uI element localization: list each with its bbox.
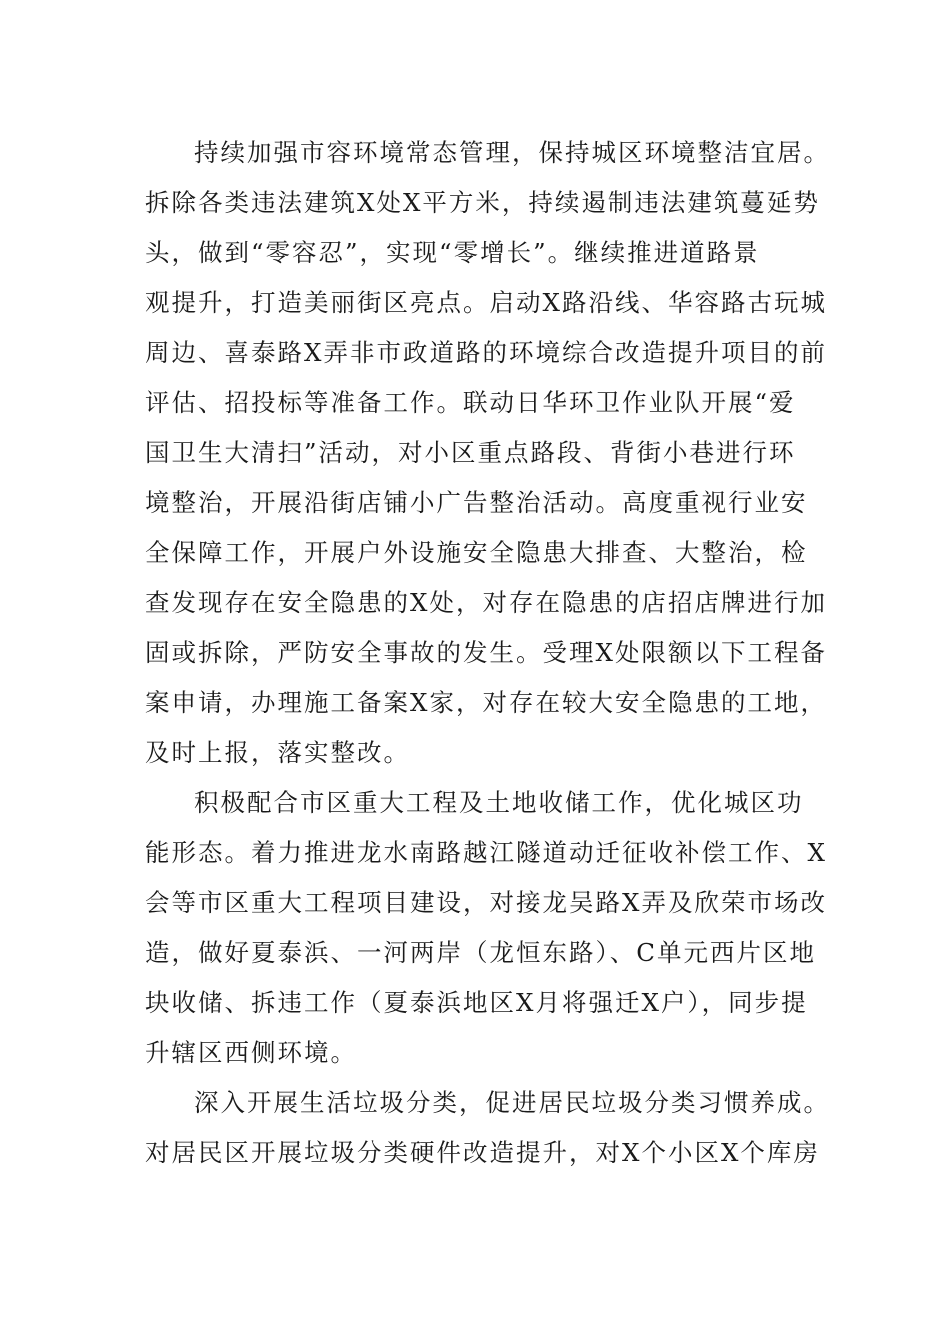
paragraph-waste-sorting <box>145 1078 830 1178</box>
paragraph-line: 升辖区西侧环境。 <box>145 1038 357 1067</box>
paragraph-line: 周边、喜泰路X弄非市政道路的环境综合改造提升项目的前 <box>145 338 827 367</box>
paragraph-line: 造，做好夏泰浜、一河两岸（龙恒东路）、C单元西片区地 <box>145 938 816 967</box>
paragraph-line: 全保障工作，开展户外设施安全隐患大排查、大整治，检 <box>145 538 808 567</box>
paragraph-line: 观提升，打造美丽街区亮点。启动X路沿线、华容路古玩城 <box>145 288 827 317</box>
paragraph-line: 持续加强市容环境常态管理，保持城区环境整洁宜居。 <box>194 138 830 167</box>
paragraph-line: 境整治，开展沿街店铺小广告整治活动。高度重视行业安 <box>145 488 808 517</box>
paragraph-city-appearance <box>145 128 830 778</box>
paragraph-line: 会等市区重大工程项目建设，对接龙吴路X弄及欣荣市场改 <box>145 888 827 917</box>
paragraph-line: 对居民区开展垃圾分类硬件改造提升，对X个小区X个库房 <box>145 1138 820 1167</box>
paragraph-line: 深入开展生活垃圾分类，促进居民垃圾分类习惯养成。 <box>194 1088 830 1117</box>
paragraph-line: 及时上报，落实整改。 <box>145 738 410 767</box>
paragraph-line: 块收储、拆违工作（夏泰浜地区X月将强迁X户），同步提 <box>145 988 808 1017</box>
paragraph-major-projects <box>145 778 825 1078</box>
paragraph-line: 能形态。着力推进龙水南路越江隧道动迁征收补偿工作、X <box>145 838 827 867</box>
paragraph-line: 头，做到“零容忍”，实现“零增长”。继续推进道路景 <box>145 238 760 267</box>
paragraph-line: 案申请，办理施工备案X家，对存在较大安全隐患的工地， <box>145 688 827 717</box>
paragraph-line: 评估、招投标等准备工作。联动日华环卫作业队开展“爱 <box>145 388 796 417</box>
paragraph-line: 固或拆除，严防安全事故的发生。受理X处限额以下工程备 <box>145 638 827 667</box>
document-body <box>145 128 830 1178</box>
paragraph-line: 积极配合市区重大工程及土地收储工作，优化城区功 <box>194 788 804 817</box>
paragraph-line: 查发现存在安全隐患的X处，对存在隐患的店招店牌进行加 <box>145 588 827 617</box>
paragraph-line: 拆除各类违法建筑X处X平方米，持续遏制违法建筑蔓延势 <box>145 188 820 217</box>
paragraph-line: 国卫生大清扫”活动，对小区重点路段、背街小巷进行环 <box>145 438 796 467</box>
